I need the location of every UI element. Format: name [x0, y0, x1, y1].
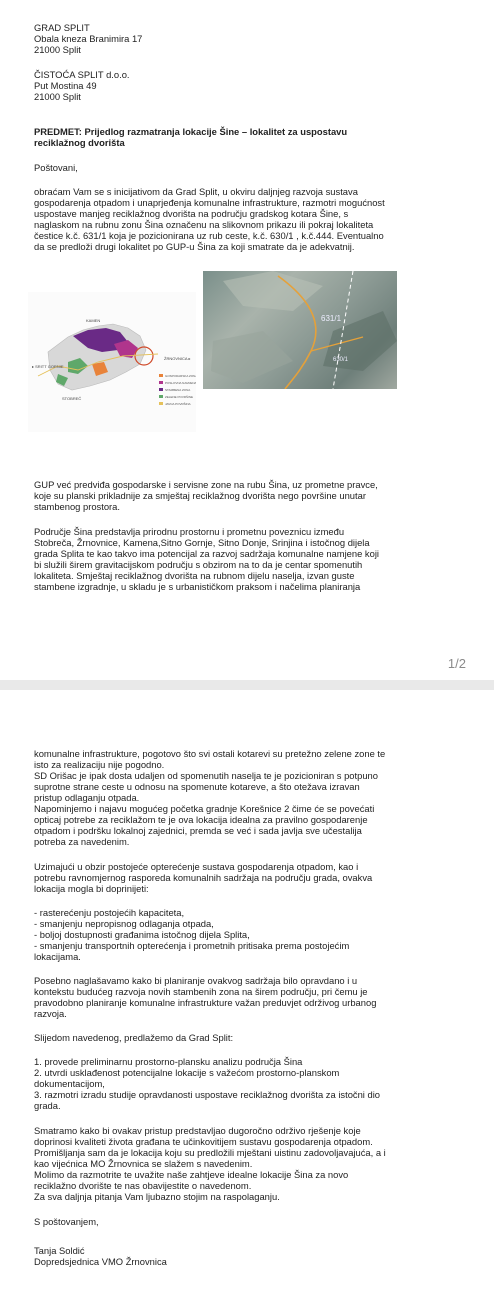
paragraph-1-line: čestice k.č. 631/1 koja je pozicionirana uz rub ceste, k.č. 630/1 , k.č.444. Eventualno: [34, 230, 384, 241]
paragraph-5-line: Uzimajući u obzir postojeće opterećenje sustava gospodarenja otpadom, kao i: [34, 861, 359, 872]
paragraph-4-line: Napominjemo i najavu mogućeg početka gradnje Korešnice 2 čime će se povećati: [34, 803, 375, 814]
paragraph-7: Slijedom navedenog, predlažemo da Grad Split:: [34, 1032, 234, 1043]
paragraph-8-line: Za sva daljnja pitanja Vam ljubazno stojim na raspolaganju.: [34, 1191, 280, 1202]
paragraph-3-line: Područje Šina predstavlja prirodnu prostornu i prometnu poveznicu između: [34, 526, 345, 537]
paragraph-6-line: razvoja.: [34, 1008, 67, 1019]
signature-name: Tanja Soldić: [34, 1245, 85, 1256]
legend-label: JAVNA POVRŠINA: [165, 402, 191, 406]
paragraph-4-line: komunalne infrastrukture, pogotovo što svi ostali kotarevi su pretežno zelene zone te: [34, 748, 386, 759]
bullet-item: - rasterećenju postojećih kapaciteta,: [34, 907, 185, 918]
paragraph-1-line: gospodarenja otpadom i unaprjeđenja komunalne infrastrukture, razmotri mogućnost: [34, 197, 385, 208]
paragraph-4-line: opticaj potrebe za reciklažom te je ova lokacija idealna za pravilno gospodarenje: [34, 814, 368, 825]
subject-line-2: reciklažnog dvorišta: [34, 137, 125, 148]
paragraph-1-line: obraćam Vam se s inicijativom da Grad Split, u okviru daljnjeg razvoja sustava: [34, 186, 358, 197]
recipient-city: 21000 Split: [34, 91, 81, 102]
recipient-name: ČISTOĆA SPLIT d.o.o.: [34, 69, 130, 80]
paragraph-3-line: Stobreča, Žrnovnice, Kamena,Sitno Gornje, Sitno Donje, Srinjina i istočnog dijela: [34, 537, 370, 548]
legend-swatch: [159, 374, 163, 377]
paragraph-5-line: potrebu ravnomjernog rasporeda komunalnih sadržaja na području grada, ovakva: [34, 872, 373, 883]
legend-swatch: [159, 388, 163, 391]
parcel-label: 630/1: [333, 357, 349, 363]
paragraph-8-line: kao vijećnica MO Žrnovnica se slažem s navedenim.: [34, 1158, 253, 1169]
paragraph-4-line: SD Orišac je ipak dosta udaljen od spomenutih naselja te je pozicioniran s potpuno: [34, 770, 378, 781]
paragraph-4-line: suprotne strane ceste u odnosu na spomenute kotareve, a što otežava izravan: [34, 781, 360, 792]
map-label-east: ŽRNOVNICA ▸: [164, 356, 191, 361]
paragraph-6-line: pravodobno planiranje komunalne infrastrukture važan preduvjet održivog urbanog: [34, 997, 377, 1008]
recipient-street: Put Mostina 49: [34, 80, 97, 91]
paragraph-8-line: reciklažno dvorište te nas obavijestite o navedenom.: [34, 1180, 252, 1191]
bullet-item: lokacijama.: [34, 951, 81, 962]
paragraph-3-line: grada Splita te kao takvo ima potencijal za razvoj sadržaja komunalne namjene koji: [34, 548, 379, 559]
paragraph-8-line: Smatramo kako bi ovakav pristup predstavljao dugoročno održivo rješenje koje: [34, 1125, 361, 1136]
paragraph-1-line: naglaskom na rubnu zonu Šina označenu na slikovnom prikazu ili pokraj lokaliteta: [34, 219, 374, 230]
closing: S poštovanjem,: [34, 1216, 99, 1227]
greeting: Poštovani,: [34, 162, 78, 173]
sender-city: 21000 Split: [34, 44, 81, 55]
paragraph-6-line: Posebno naglašavamo kako bi planiranje ovakvog sadržaja bilo opravdano i u: [34, 975, 358, 986]
page-separator: [0, 680, 494, 690]
proposal-list-item: 2. utvrdi usklađenost potencijalne lokacije s važećom prostorno-planskom: [34, 1067, 340, 1078]
bullet-item: - smanjenju nepropisnog odlaganja otpada,: [34, 918, 214, 929]
map-label-south: STOBREČ: [62, 396, 82, 401]
paragraph-3-line: lokaliteta. Smještaj reciklažnog dvorišta na rubnom dijelu naselja, izvan guste: [34, 570, 355, 581]
paragraph-2-line: stambenog prostora.: [34, 501, 120, 512]
legend-label: STAMBENA ZONA: [165, 388, 191, 392]
legend-swatch: [159, 381, 163, 384]
paragraph-5-line: lokacija mogla bi doprinijeti:: [34, 883, 149, 894]
zoning-map: [28, 292, 196, 432]
paragraph-4-line: isto za realizaciju nije pogodno.: [34, 759, 165, 770]
legend-label: POSLOVNA NAMJENA: [165, 381, 196, 385]
proposal-list-item: grada.: [34, 1100, 61, 1111]
zoning-map-drawing: [28, 292, 196, 432]
legend-swatch: [159, 402, 163, 405]
sender-street: Obala kneza Branimira 17: [34, 33, 143, 44]
subject-line-1: PREDMET: Prijedlog razmatranja lokacije Šine – lokalitet za uspostavu: [34, 126, 348, 137]
paragraph-2-line: GUP već predviđa gospodarske i servisne zone na rubu Šina, uz prometne pravce,: [34, 479, 378, 490]
proposal-list-item: 1. provede preliminarnu prostorno-plansku analizu područja Šina: [34, 1056, 303, 1067]
bullet-item: - smanjenju transportnih opterećenja i prometnih pritisaka prema postojećim: [34, 940, 350, 951]
legend-label: GOSPODARSKA ZONA: [165, 374, 196, 378]
paragraph-8-line: Promišljanja sam da je lokacija koju su predložili mještani uistinu zadovoljavajuća, a i: [34, 1147, 386, 1158]
paragraph-4-line: otpadom i podršku lokalnoj zajednici, premda se već i sada javlja sve učestalija: [34, 825, 362, 836]
sender-name: GRAD SPLIT: [34, 22, 90, 33]
map-label-north: KAMEN: [86, 318, 101, 323]
parcel-label: 631/1: [321, 314, 342, 323]
bullet-item: - boljoj dostupnosti građanima istočnog dijela Splita,: [34, 929, 250, 940]
map-label-west: ▸ SRITT GORNIE: [32, 364, 64, 369]
paragraph-8-line: Molimo da razmotrite te uvažite naše zahtjeve idealne lokacije Šina za novo: [34, 1169, 349, 1180]
paragraph-2-line: koje su planski prikladnije za smještaj reciklažnog dvorišta nego površine unutar: [34, 490, 366, 501]
legend-label: ZELENE POVRŠINE: [165, 395, 194, 399]
legend-swatch: [159, 395, 163, 398]
paragraph-3-line: bi služili širem gravitacijskom području s obzirom na to da je centar spomenutih: [34, 559, 363, 570]
aerial-photo: [203, 271, 397, 389]
paragraph-1-line: uspostave manjeg reciklažnog dvorišta na području gradskog kotara Šine, s: [34, 208, 349, 219]
signature-title: Dopredsjednica VMO Žrnovnica: [34, 1256, 167, 1267]
paragraph-8-line: doprinosi kvaliteti života građana te učinkovitijem sustavu gospodarenja otpadom.: [34, 1136, 373, 1147]
paragraph-3-line: stambene izgradnje, u skladu je s urbanističkom praksom i načelima planiranja: [34, 581, 361, 592]
paragraph-4-line: pristup odlaganju otpada.: [34, 792, 140, 803]
aerial-photo-drawing: [203, 271, 397, 389]
paragraph-4-line: potreba za navedenim.: [34, 836, 130, 847]
paragraph-1-line: da se predloži drugi lokalitet po GUP-u Šina za koji smatrate da je adekvatnij.: [34, 241, 355, 252]
document-page-2: [0, 690, 494, 1300]
page-indicator: 1/2: [447, 656, 466, 671]
proposal-list-item: 3. razmotri izradu studije opravdanosti uspostave reciklažnog dvorišta za istočni dio: [34, 1089, 381, 1100]
proposal-list-item: dokumentacijom,: [34, 1078, 105, 1089]
paragraph-6-line: kontekstu budućeg razvoja novih stambenih zona na širem području, pri čemu je: [34, 986, 368, 997]
